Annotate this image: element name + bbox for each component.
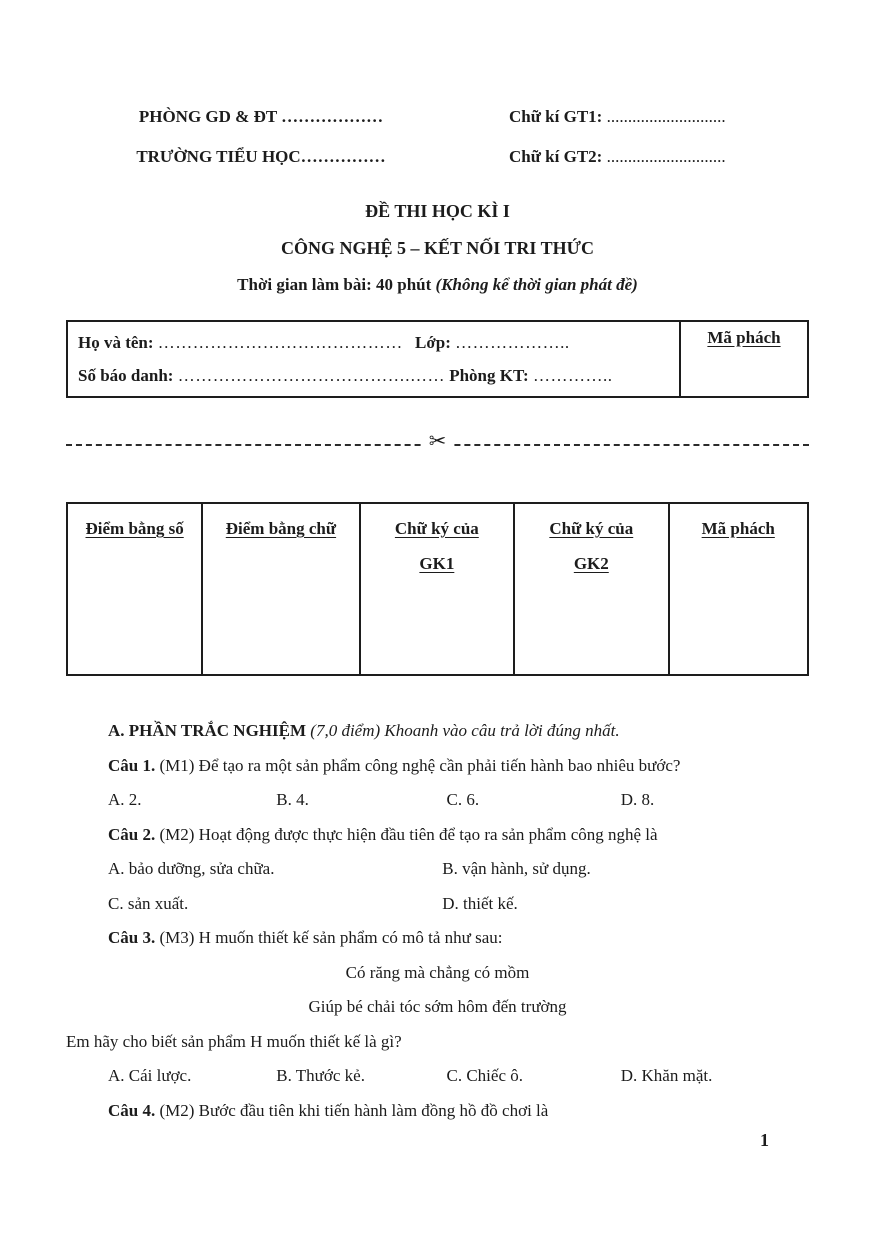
scissors-icon: ✂ bbox=[424, 431, 452, 452]
question-3-options bbox=[66, 1059, 809, 1094]
gt1-label: Chữ kí GT1: bbox=[509, 107, 603, 126]
section-a-heading bbox=[66, 714, 809, 749]
room-dotted-line: ………….. bbox=[532, 366, 613, 385]
score-header-line1: Chữ ký của bbox=[394, 519, 479, 538]
question-3-riddle-line-1: Có răng mà chẳng có mồm bbox=[345, 962, 530, 982]
question-3-riddle-line-2: Giúp bé chải tóc sớm hôm đến trường bbox=[308, 997, 567, 1016]
time-line bbox=[66, 267, 809, 302]
title-block bbox=[66, 193, 809, 302]
exam-title: ĐỀ THI HỌC KÌ I bbox=[365, 201, 510, 221]
header-row-2 bbox=[66, 137, 809, 177]
name-class-line bbox=[78, 326, 669, 359]
option-a: A. bảo dưỡng, sửa chữa. bbox=[108, 859, 275, 878]
time-limit-text: Thời gian làm bài: 40 phút bbox=[237, 275, 432, 294]
question-1 bbox=[66, 749, 809, 784]
option-d: D. thiết kế. bbox=[442, 893, 518, 913]
option-c: C. Chiếc ô. bbox=[446, 1066, 523, 1085]
score-table bbox=[66, 502, 809, 676]
score-col-chu-ky-gk1 bbox=[361, 504, 515, 674]
section-a-title: A. PHẦN TRẮC NGHIỆM bbox=[108, 721, 307, 740]
question-3 bbox=[66, 921, 809, 956]
question-2-options-row-2 bbox=[66, 887, 809, 922]
page-number: 1 bbox=[760, 1130, 769, 1150]
score-col-diem-bang-so bbox=[68, 504, 203, 674]
gt2-dotted-line: ............................ bbox=[606, 147, 726, 166]
ma-phach-cell bbox=[679, 322, 807, 396]
exam-body bbox=[66, 714, 809, 1128]
dept-line: PHÒNG GD & ĐT ……………… bbox=[138, 107, 384, 126]
question-3-label: Câu 3. bbox=[108, 928, 156, 947]
option-b: B. 4. bbox=[276, 790, 309, 809]
class-label: Lớp: bbox=[415, 333, 451, 352]
question-2 bbox=[66, 818, 809, 853]
option-d: D. 8. bbox=[620, 790, 655, 809]
option-c: C. 6. bbox=[446, 790, 480, 809]
score-col-ma-phach bbox=[670, 504, 807, 674]
question-3-text: (M3) H muốn thiết kế sản phẩm có mô tả như sau: bbox=[159, 928, 503, 947]
gt1-line bbox=[509, 97, 809, 137]
question-2-text: (M2) Hoạt động được thực hiện đầu tiên để tạo ra sản phẩm công nghệ là bbox=[159, 824, 658, 844]
option-c: C. sản xuất. bbox=[108, 893, 189, 913]
cut-line bbox=[66, 429, 809, 453]
ma-phach-label: Mã phách bbox=[707, 328, 781, 347]
score-col-chu-ky-gk2 bbox=[515, 504, 669, 674]
school-line: TRƯỜNG TIỂU HỌC…………… bbox=[136, 147, 386, 166]
score-header-line2: GK2 bbox=[573, 554, 609, 573]
gt2-line bbox=[509, 137, 809, 177]
question-1-options bbox=[66, 783, 809, 818]
question-3-followup: Em hãy cho biết sản phẩm H muốn thiết kế là gì? bbox=[66, 1031, 402, 1051]
sbd-room-line bbox=[78, 359, 669, 392]
section-a-subtitle: (7,0 điểm) Khoanh vào câu trả lời đúng nhất. bbox=[310, 721, 620, 740]
question-1-text: (M1) Để tạo ra một sản phẩm công nghệ cần phải tiến hành bao nhiêu bước? bbox=[159, 755, 681, 775]
score-header: Điểm bằng chữ bbox=[225, 519, 337, 538]
student-info-fields bbox=[68, 322, 679, 396]
question-1-label: Câu 1. bbox=[108, 755, 156, 775]
time-note-text: (Không kể thời gian phát đề) bbox=[435, 275, 638, 294]
score-header-line2: GK1 bbox=[419, 554, 455, 573]
option-b: B. vận hành, sử dụng. bbox=[442, 859, 591, 878]
option-a: A. 2. bbox=[108, 790, 142, 809]
student-info-box bbox=[66, 320, 809, 398]
question-2-label: Câu 2. bbox=[108, 824, 156, 844]
score-header: Mã phách bbox=[701, 519, 775, 538]
gt2-label: Chữ kí GT2: bbox=[509, 147, 603, 166]
question-2-options-row-1 bbox=[66, 852, 809, 887]
question-4 bbox=[66, 1094, 809, 1129]
score-header-line1: Chữ ký của bbox=[549, 519, 634, 538]
sbd-dotted-line: ………………………………….…… bbox=[177, 366, 445, 385]
score-col-diem-bang-chu bbox=[203, 504, 360, 674]
subject-title: CÔNG NGHỆ 5 – KẾT NỐI TRI THỨC bbox=[281, 238, 594, 258]
option-b: B. Thước kẻ. bbox=[276, 1066, 365, 1085]
class-dotted-line: ……………….. bbox=[455, 333, 570, 352]
question-4-text: (M2) Bước đầu tiên khi tiến hành làm đồng hồ đồ chơi là bbox=[159, 1100, 549, 1120]
question-4-label: Câu 4. bbox=[108, 1100, 156, 1120]
name-label: Họ và tên: bbox=[78, 333, 154, 352]
option-a: A. Cái lược. bbox=[108, 1066, 192, 1085]
option-d: D. Khăn mặt. bbox=[620, 1066, 713, 1085]
room-label: Phòng KT: bbox=[449, 366, 529, 385]
header-row-1 bbox=[66, 97, 809, 137]
gt1-dotted-line: ............................ bbox=[606, 107, 726, 126]
score-header: Điểm bằng số bbox=[85, 519, 184, 538]
sbd-label: Số báo danh: bbox=[78, 366, 174, 385]
document-header bbox=[66, 0, 809, 177]
name-dotted-line: …………………………………… bbox=[157, 333, 403, 352]
